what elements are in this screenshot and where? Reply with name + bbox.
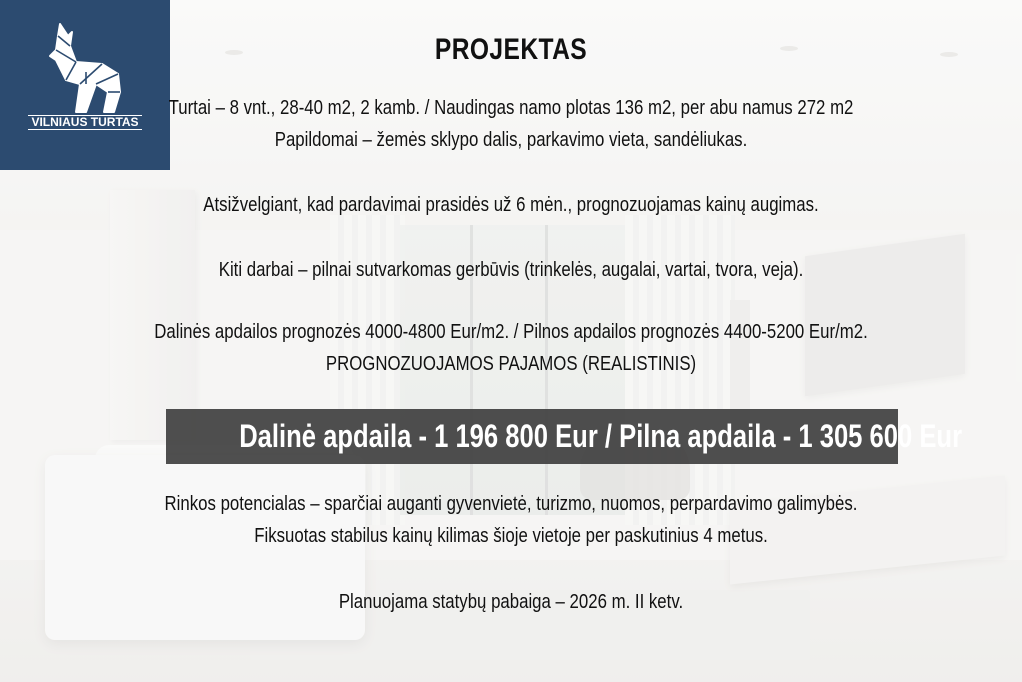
stable-line: Fiksuotas stabilus kainų kilimas šioje vietoje per paskutinius 4 metus.: [254, 525, 768, 547]
pricing-line: Atsižvelgiant, kad pardavimai prasidės už 6 mėn., prognozuojamas kainų augimas.: [203, 194, 819, 216]
finish-forecast-line: Dalinės apdailos prognozės 4000-4800 Eur/m2. / Pilnos apdailos prognozės 4400-5200 Eur/m2.: [154, 321, 868, 343]
market-line: Rinkos potencialas – sparčiai auganti gyvenvietė, turizmo, nuomos, perpardavimo galimybės.: [164, 493, 858, 515]
income-heading: PROGNOZUOJAMOS PAJAMOS (REALISTINIS): [325, 353, 697, 375]
page-title: PROJEKTAS: [434, 33, 588, 66]
income-highlight-box: [166, 409, 963, 464]
logo-brand-text: VILNIAUS TURTAS: [28, 115, 142, 130]
completion-line: Planuojama statybų pabaiga – 2026 m. II ketv.: [338, 591, 684, 613]
income-highlight-text: Dalinė apdaila - 1 196 800 Eur / Pilna apdaila - 1 305 600 Eur: [239, 418, 963, 454]
extras-line: Papildomai – žemės sklypo dalis, parkavimo vieta, sandėliukas.: [274, 129, 748, 151]
works-line: Kiti darbai – pilnai sutvarkomas gerbūvis (trinkelės, augalai, vartai, tvora, veja).: [218, 259, 804, 281]
assets-line: Turtai – 8 vnt., 28-40 m2, 2 kamb. / Naudingas namo plotas 136 m2, per abu namus 272 m2: [168, 97, 854, 119]
